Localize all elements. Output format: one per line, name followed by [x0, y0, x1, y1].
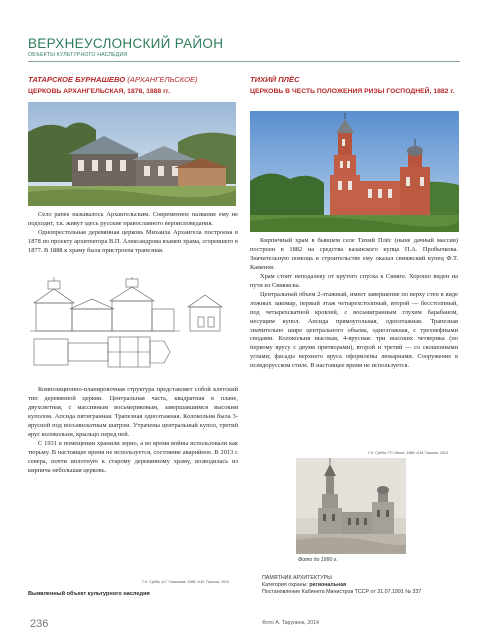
- right-drawing-caption: Г.Н. Судба, Г.Р. Лапин, 1986; А.М. Ташина, 2014: [368, 451, 448, 455]
- left-place-name: ТАТАРСКОЕ БУРНАШЕВО: [28, 75, 126, 84]
- historic-church-photo-image: [296, 458, 406, 554]
- section-subtitle: ОБЪЕКТЫ КУЛЬТУРНОГО НАСЛЕДИЯ: [28, 52, 128, 58]
- left-status: Выявленный объект культурного наследия: [28, 591, 150, 597]
- right-article-title: ЦЕРКОВЬ В ЧЕСТЬ ПОЛОЖЕНИЯ РИЗЫ ГОСПОДНЕЙ, 1882 г.: [250, 88, 455, 95]
- left-drawing-caption: Г.Н. Судба, А.Г. Самонова, 1986; А.М. Ташина, 2014: [142, 580, 229, 584]
- right-church-photo: [250, 111, 459, 232]
- heritage-category: [262, 582, 462, 589]
- right-paragraph-3: Центральный объем 2-этажный, имеет завершение по верху стен в виде ложных закомар, первый этаж четырехстолпный, второй — бесстолпный, под четырехскатной кровлей, с восьмигранным глухим барабаном, несущим купол. Апсида прямоугольная, одноэтажная. Трапезная значительно шире центрального объема, одноэтажная, с трехнефными сводами. Колокольня высокая, 4-ярусная: три высоких четверика (по первому ярусу с двумя притворами), второй и третий — со скошенными углами; фасады верхнего яруса оформлены люкарнами. Сооружение в псевдорусском стиле. В настоящее время не используется.: [250, 290, 458, 370]
- right-place-heading: ТИХИЙ ПЛЁС: [250, 75, 300, 84]
- page-number: 236: [30, 618, 49, 630]
- left-church-photo: [28, 102, 236, 206]
- heritage-info: [262, 575, 462, 597]
- right-historic-photo: [296, 458, 406, 554]
- historic-photo-caption: Фото до 1990 г.: [298, 557, 338, 563]
- heritage-category-label: Категория охраны:: [262, 582, 310, 589]
- section-title: ВЕРХНЕУСЛОНСКИЙ РАЙОН: [28, 36, 224, 51]
- heritage-decree: Постановление Кабинета Министров ТССР от 31.07.1991 № 337: [262, 589, 422, 596]
- wooden-church-photo-image: [28, 102, 236, 206]
- heritage-category-value: региональная: [309, 582, 347, 589]
- left-place-heading: [28, 75, 198, 84]
- left-architectural-drawing: [30, 277, 236, 371]
- left-intro-text: [28, 211, 238, 256]
- left-description-text: [28, 386, 238, 476]
- heritage-title: ПАМЯТНИК АРХИТЕКТУРЫ: [262, 575, 332, 581]
- left-article-title: ЦЕРКОВЬ АРХАНГЕЛЬСКАЯ, 1878, 1888 гг.: [28, 88, 170, 95]
- facade-plan-drawing: [30, 277, 236, 371]
- brick-church-photo-image: [250, 111, 459, 232]
- right-description-text: [250, 237, 458, 371]
- photo-credit: Фото А. Тарунина, 2014: [262, 620, 319, 626]
- left-paragraph-3: Композиционно-планировочная структура представляет собой клетский тип деревянной церкви. Центральная часть, квадратная в плане, двухсветная, с массивным восьмериковым, завершавшимся высоким куполом. Апсида пятигранная. Трапезная одноэтажная. Колокольня была 3-ярусной под восьмискатным шатром. Утрачены центральный купол, третий ярус колокольни, крыльцо перед ней.: [28, 386, 238, 438]
- right-paragraph-1: Кирпичный храм в бывшем селе Тихий Плёс (ныне дачный массив) построен в 1882 на средства казанского купца П.А. Пробычкова. Значительную помощь в строительстве ему оказал свияжский купец Ф.Т. Каменев.: [250, 237, 458, 271]
- right-paragraph-2: Храм стоит неподалеку от крутого спуска к Свияге. Хорошо виден на пути из Свияжска.: [250, 272, 458, 289]
- left-place-alt-name: (АРХАНГЕЛЬСКОЕ): [125, 75, 198, 84]
- left-paragraph-4: С 1931 в помещении хранили зерно, а во время войны использовали как тюрьму. В настоящее время не используется, состояние аварийное. В 2013 с севера, почти вплотную к старому деревянному храму, возводилась из кирпича небольшая церковь.: [28, 439, 238, 474]
- header-divider: [28, 61, 460, 62]
- left-paragraph-2: Однопрестольная деревянная церковь Михаила Архангела построена в 1878 по проекту архитектора В.П. Александрова взамен храма, сгоревшего в 1877. В 1888 к храму была пристроена трапезная.: [28, 228, 238, 254]
- left-paragraph-1: Село ранее называлось Архангельским. Современное название ему не подходит, т.к. живут здесь русские православного вероисповедания.: [28, 211, 238, 227]
